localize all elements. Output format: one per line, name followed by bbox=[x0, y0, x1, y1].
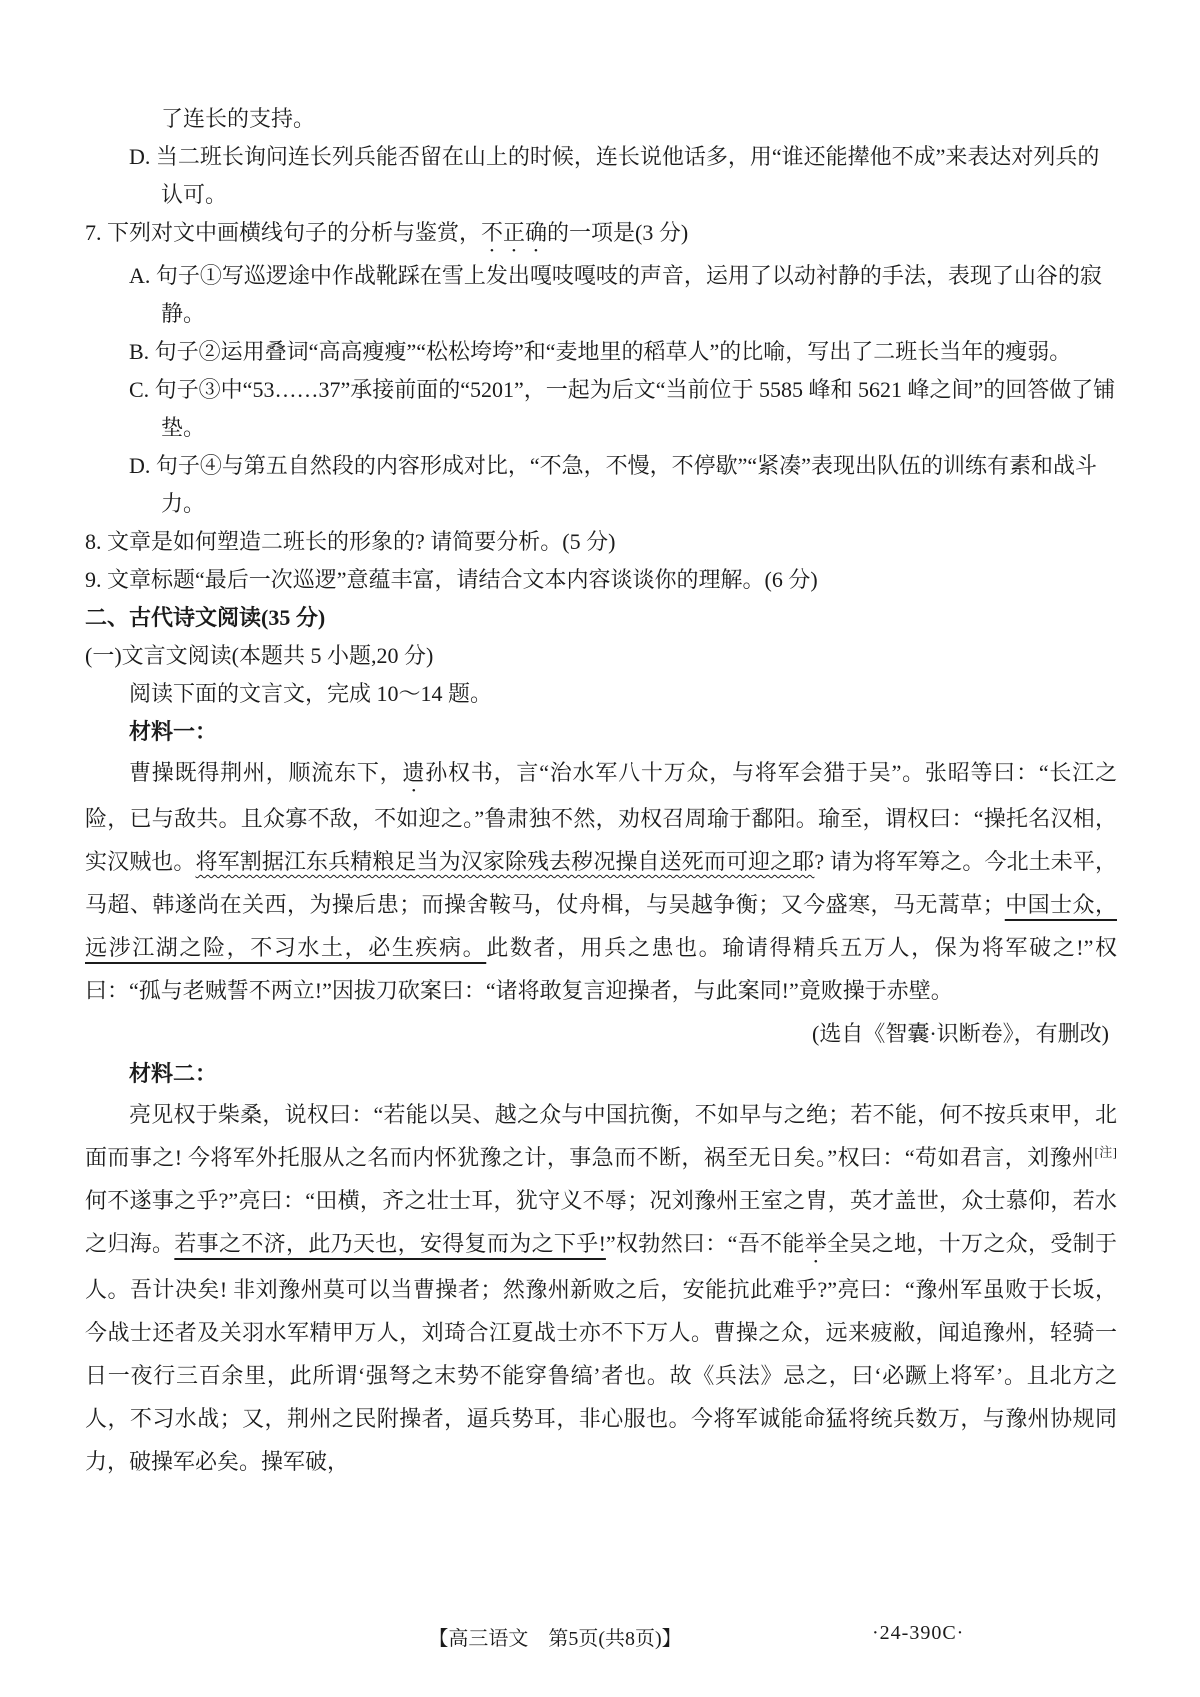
text-segment: 曹操既得荆州，顺流东下， bbox=[129, 760, 403, 785]
text-segment: ”权勃然曰：“吾不能 bbox=[605, 1231, 805, 1256]
option-d-question-6 bbox=[85, 138, 1117, 214]
option-c-continuation bbox=[85, 100, 1117, 138]
text-segment: C. 句子③中“53……37”承接前面的“5201”，一起为后文“当前位于 5585 峰和 5621 峰之间”的回答做了铺垫。 bbox=[129, 377, 1116, 440]
text-segment: 全吴之地，十万之众，受制于人。吾计决矣! 非刘豫州莫可以当曹操者；然豫州新败之后，安能抗此难乎?”亮曰：“豫州军虽败于长坂，今战士还者及关羽水军精甲万人，刘琦合江夏战士亦不下万人。曹操之众，远来疲敝，闻追豫州，轻骑一日一夜行三百余里，此所谓‘强弩之末势不能穿鲁缟’者也。故《兵法》忌之，曰‘必蹶上将军’。且北方之人，不习水战；又，荆州之民附操者，逼兵势耳，非心服也。今将军诚能命猛将统兵数万，与豫州协规同力，破操军必矣。操军破， bbox=[85, 1231, 1117, 1474]
footer-paper-code: ·24-390C· bbox=[872, 1622, 965, 1644]
question-7-option-c bbox=[85, 371, 1117, 447]
text-segment: A. 句子①写巡逻途中作战靴踩在雪上发出嘎吱嘎吱的声音，运用了以动衬静的手法，表现了山谷的寂静。 bbox=[129, 263, 1102, 326]
text-segment: 8. 文章是如何塑造二班长的形象的? 请简要分析。(5 分) bbox=[85, 529, 616, 554]
text-segment: (选自《智囊·识断卷》，有删改) bbox=[812, 1021, 1109, 1046]
material-1-text bbox=[85, 751, 1117, 1012]
text-segment: B. 句子②运用叠词“高高瘦瘦”“松松垮垮”和“麦地里的稻草人”的比喻，写出了二班长当年的瘦弱。 bbox=[129, 339, 1072, 364]
underlined-text: 若事之不济，此乃天也，安得复而为之下乎! bbox=[174, 1231, 606, 1256]
text-segment: ? 请为将军筹之。今北土未平，马超、韩遂尚在关西，为操后患；而操舍鞍马，仗舟楫，与吴越争衡；又今盛寒，马无蒿草； bbox=[85, 849, 1117, 917]
reading-instruction bbox=[85, 675, 1117, 713]
text-segment: (一)文言文阅读(本题共 5 小题,20 分) bbox=[85, 643, 434, 668]
text-segment: 孙权书，言“治水军八十万众，与将军会猎于吴”。张昭等曰：“长江之险，已与敌共。且众寡不敌，不如迎之。”鲁肃独不然，劝权召周瑜于鄱阳。瑜至，谓权曰：“操托名汉相，实汉贼也。 bbox=[85, 760, 1117, 874]
text-segment: 了连长的支持。 bbox=[161, 106, 316, 131]
footer-page-info: 【高三语文 第5页(共8页)】 bbox=[428, 1628, 682, 1650]
question-7-option-d bbox=[85, 447, 1117, 523]
text-segment: 何不遂事之乎?”亮曰：“田横，齐之壮士耳，犹守义不辱；况刘豫州王室之胄，英才盖世，众士慕仰，若水之归海。 bbox=[85, 1188, 1117, 1256]
text-segment: 二、古代诗文阅读(35 分) bbox=[85, 605, 326, 630]
text-segment: 材料一： bbox=[129, 719, 218, 744]
question-7-option-a bbox=[85, 257, 1117, 333]
question-7-option-b bbox=[85, 333, 1117, 371]
footnote-marker: [注] bbox=[1094, 1144, 1117, 1160]
text-segment: D. 当二班长询问连长列兵能否留在山上的时候，连长说他话多，用“谁还能撵他不成”来表达对列兵的认可。 bbox=[129, 144, 1100, 207]
question-8 bbox=[85, 523, 1117, 561]
wavy-underlined-text: 将军割据江东兵精粮足当为汉家除残去秽况操自送死而可迎之耶 bbox=[195, 849, 815, 874]
text-segment: 材料二： bbox=[129, 1061, 218, 1086]
material-1-source bbox=[85, 1012, 1117, 1055]
material-1-label bbox=[85, 713, 1117, 751]
section-heading-2 bbox=[85, 599, 1117, 637]
dot-emphasized-text: 举 bbox=[804, 1231, 828, 1256]
page-footer bbox=[0, 1622, 1200, 1662]
question-7 bbox=[85, 214, 1117, 257]
text-segment: 7. 下列对文中画横线句子的分析与鉴赏， bbox=[85, 220, 482, 245]
text-segment: 9. 文章标题“最后一次巡逻”意蕴丰富，请结合文本内容谈谈你的理解。(6 分) bbox=[85, 567, 818, 592]
text-segment: 阅读下面的文言文，完成 10～14 题。 bbox=[129, 681, 493, 706]
dot-emphasized-text: 遗 bbox=[402, 760, 426, 785]
text-segment: 此数者，用兵之患也。瑜请得精兵五万人，保为将军破之!”权曰：“孤与老贼誓不两立!”因拔刀砍案曰：“诸将敢复言迎操者，与此案同!”竟败操于赤壁。 bbox=[85, 935, 1117, 1003]
underlined-text: 中国士众，远涉江湖之险，不习水土，必生疾病。 bbox=[85, 892, 1117, 960]
exam-content bbox=[85, 100, 1117, 1483]
text-segment: D. 句子④与第五自然段的内容形成对比，“不急，不慢，不停歇”“紧凑”表现出队伍的训练有素和战斗力。 bbox=[129, 453, 1097, 516]
dot-emphasized-text: 不正确 bbox=[481, 220, 548, 245]
question-9 bbox=[85, 561, 1117, 599]
material-2-label bbox=[85, 1055, 1117, 1093]
text-segment: 亮见权于柴桑，说权曰：“若能以吴、越之众与中国抗衡，不如早与之绝；若不能，何不按兵束甲，北面而事之! 今将军外托服从之名而内怀犹豫之计，事急而不断，祸至无日矣。”权曰：“苟如君言，刘豫州 bbox=[85, 1102, 1117, 1170]
material-2-text bbox=[85, 1093, 1117, 1483]
text-segment: 的一项是(3 分) bbox=[547, 220, 689, 245]
subsection-heading-classical bbox=[85, 637, 1117, 675]
